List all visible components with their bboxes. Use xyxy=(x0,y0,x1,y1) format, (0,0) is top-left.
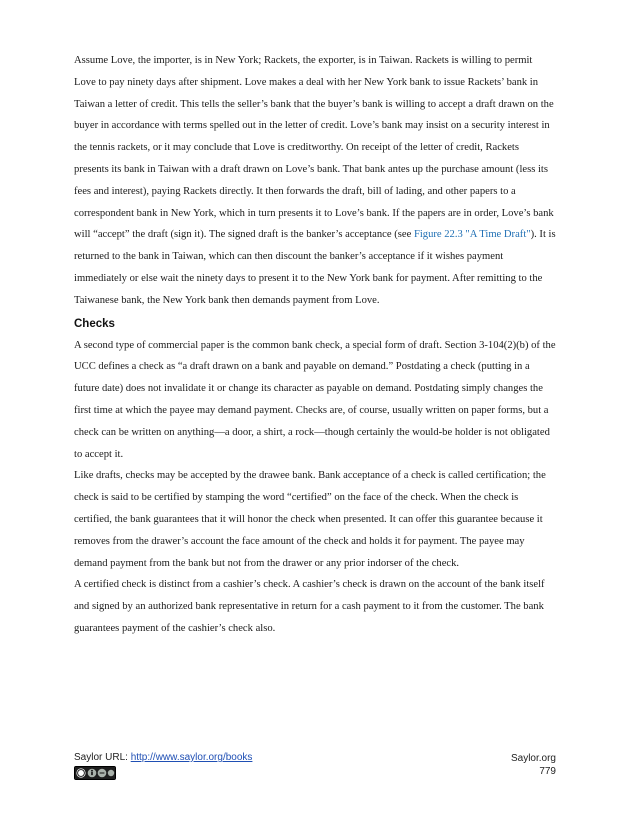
body-paragraph: Like drafts, checks may be accepted by the drawee bank. Bank acceptance of a check is called certification; the check is said to be certified by stamping the word “certified” on the face of the check. When the check is certified, the bank guarantees that it will honor the check when presented. It can offer this guarantee because it removes from the drawer’s account the face amount of the check and holds it for payment. The payee may demand payment from the bank but not from the drawer or any prior indorser of the check. xyxy=(74,470,546,569)
body-paragraph: A second type of commercial paper is the common bank check, a special form of draft. Section 3-104(2)(b) of the UCC defines a check as “a draft drawn on a bank and payable on demand.” Postdating a check (putting in a future date) does not invalidate it or change its character as payable on demand. Postdating simply changes the first time at which the payee may demand payment. Checks are, of course, usually written on paper forms, but a check can be written on anything—a door, a shirt, a rock—though certainly the would-be holder is not obligated to accept it. xyxy=(74,339,556,460)
footer-source xyxy=(74,752,252,763)
figure-link[interactable]: Figure 22.3 "A Time Draft" xyxy=(413,229,531,241)
body-paragraph xyxy=(74,50,556,312)
section-heading: Checks xyxy=(74,317,115,330)
body-paragraph: A certified check is distinct from a cashier’s check. A cashier’s check is drawn on the account of the bank itself and signed by an authorized bank representative in return for a cash payment to it from the customer. The bank guarantees payment of the cashier’s check also. xyxy=(74,579,545,634)
footer-site: Saylor.org xyxy=(510,753,556,764)
footer-url-link[interactable]: http://www.saylor.org/books xyxy=(130,752,253,763)
creative-commons-license-icon xyxy=(74,766,116,780)
paragraph-text: ). It is returned to the bank in Taiwan, which can then discount the banker’s acceptance if it wishes payment immediately or else wait the ninety days to present it to the New York bank for payment. After remitting to the Taiwanese bank, the New York bank then demands payment from Love. xyxy=(74,229,556,306)
footer-page-info xyxy=(511,752,556,778)
page-content xyxy=(74,50,556,640)
page-number: 779 xyxy=(539,766,556,777)
paragraph-text: Assume Love, the importer, is in New York; Rackets, the exporter, is in Taiwan. Rackets is willing to permit Love to pay ninety days after shipment. Love makes a deal with her New York bank to issue Rackets’ bank in Taiwan a letter of credit. This tells the seller’s bank that the buyer’s bank is willing to accept a draft drawn on the buyer in accordance with terms spelled out in the letter of credit. Love’s bank may insist on a security interest in the tennis rackets, or it may conclude that Love is creditworthy. On receipt of the letter of credit, Rackets presents its bank in Taiwan with a draft drawn on Love’s bank. That bank antes up the purchase amount (less its fees and interest), paying Rackets directly. It then forwards the draft, bill of lading, and other papers to a correspondent bank in New York, which in turn presents it to Love’s bank. If the papers are in order, Love’s bank will “accept” the draft (sign it). The signed draft is the banker’s acceptance (see xyxy=(74,55,554,241)
footer-url-label: Saylor URL: xyxy=(74,752,131,763)
